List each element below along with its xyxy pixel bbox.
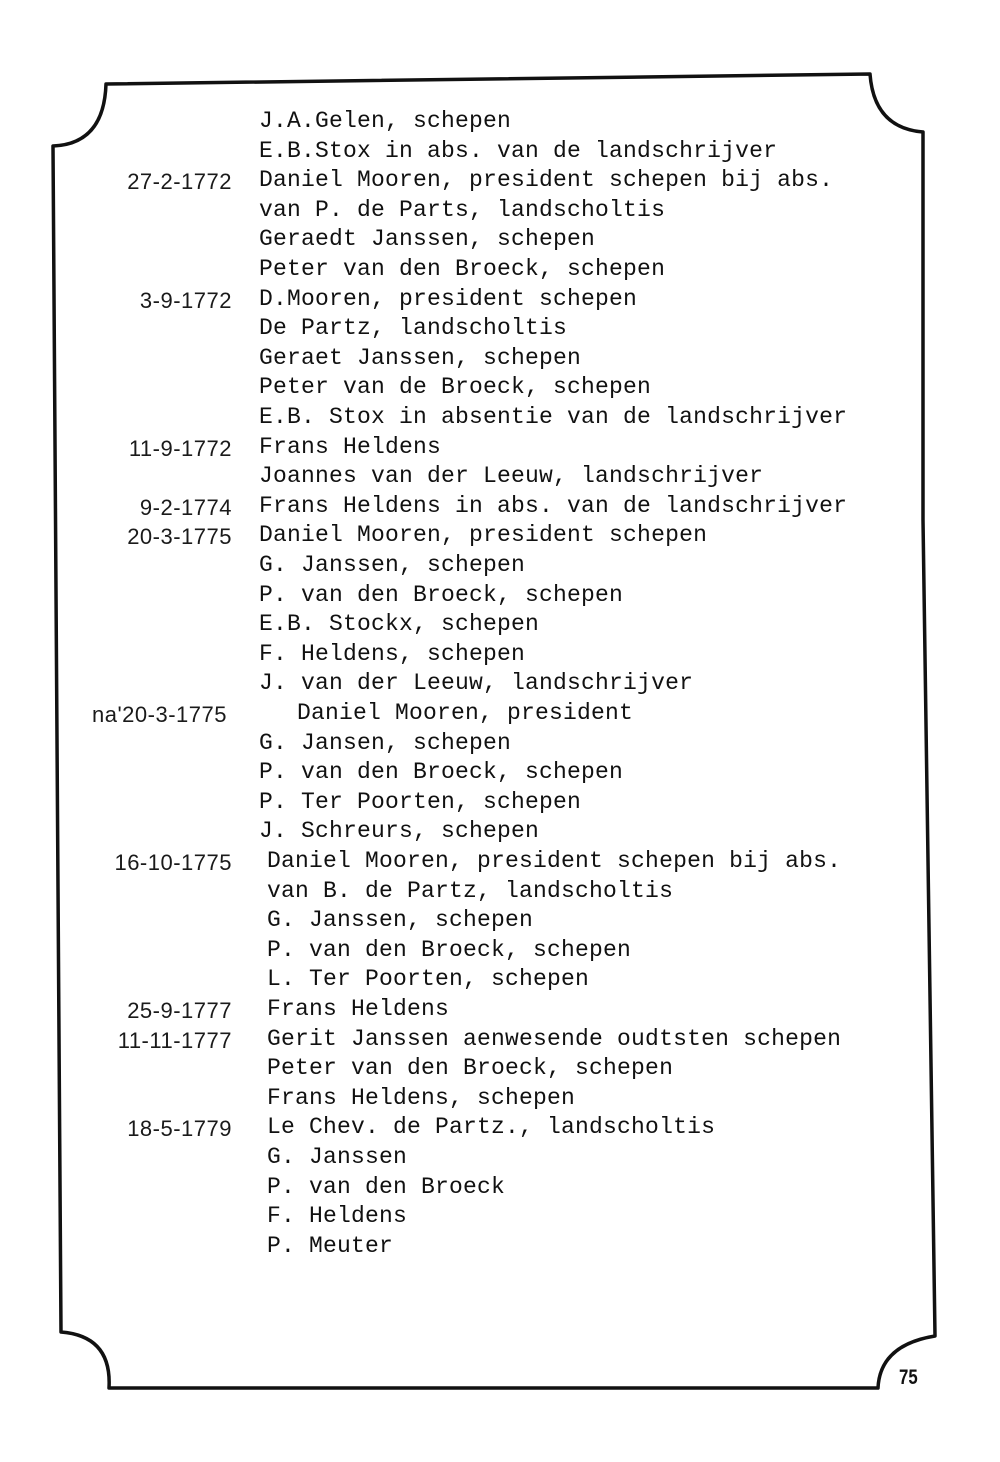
entry-name: Le Chev. de Partz., landscholtis bbox=[267, 1114, 716, 1141]
entry-name: J.A.Gelen, schepen bbox=[259, 108, 512, 134]
entry-name: P. Meuter bbox=[267, 1232, 394, 1259]
entry-row bbox=[0, 907, 1000, 937]
entry-row bbox=[0, 522, 1000, 552]
entry-row bbox=[0, 582, 1000, 612]
entry-row bbox=[0, 611, 1000, 641]
entry-name: De Partz, landscholtis bbox=[259, 315, 568, 342]
entry-row bbox=[0, 463, 1000, 493]
entry-row bbox=[0, 256, 1000, 286]
entry-row bbox=[0, 108, 1000, 138]
entry-name: Daniel Mooren, president schepen bij abs. bbox=[259, 167, 834, 194]
entry-name: J. Schreurs, schepen bbox=[259, 818, 540, 845]
entry-row bbox=[0, 670, 1000, 700]
entry-name: Frans Heldens bbox=[267, 996, 450, 1022]
entry-row bbox=[0, 1144, 1000, 1174]
entry-date: 11-11-1777 bbox=[117, 1027, 232, 1053]
entry-row bbox=[0, 197, 1000, 227]
entry-row bbox=[0, 345, 1000, 375]
entry-row bbox=[0, 286, 1000, 316]
entry-row bbox=[0, 552, 1000, 582]
entry-name: E.B.Stox in abs. van de landschrijver bbox=[259, 137, 778, 164]
entry-row bbox=[0, 700, 1000, 730]
entry-date: 25-9-1777 bbox=[127, 998, 232, 1023]
entry-name: E.B. Stox in absentie van de landschrijver bbox=[259, 404, 848, 430]
entry-row bbox=[0, 1026, 1000, 1056]
entry-row bbox=[0, 1085, 1000, 1115]
entry-date: 11-9-1772 bbox=[128, 435, 232, 461]
entry-name: P. van den Broeck bbox=[267, 1173, 506, 1200]
entry-row bbox=[0, 404, 1000, 434]
entry-row bbox=[0, 759, 1000, 789]
entry-name: P. Ter Poorten, schepen bbox=[259, 788, 582, 815]
entry-name: Peter van den Broeck, schepen bbox=[259, 256, 666, 282]
entry-row bbox=[0, 641, 1000, 671]
entry-name: Joannes van der Leeuw, landschrijver bbox=[259, 463, 764, 490]
entry-name: Geraet Janssen, schepen bbox=[259, 344, 582, 371]
entry-name: P. van den Broeck, schepen bbox=[259, 581, 624, 608]
entry-row bbox=[0, 1174, 1000, 1204]
entry-name: Daniel Mooren, president schepen bbox=[259, 522, 708, 549]
entry-name: D.Mooren, president schepen bbox=[259, 285, 638, 312]
entry-date: 16-10-1775 bbox=[114, 850, 232, 875]
entry-name: G. Jansen, schepen bbox=[259, 729, 512, 756]
entry-name: E.B. Stockx, schepen bbox=[259, 611, 540, 638]
entry-name: F. Heldens, schepen bbox=[259, 640, 526, 667]
entry-name: van B. de Partz, landscholtis bbox=[267, 877, 674, 904]
entry-name: Geraedt Janssen, schepen bbox=[259, 226, 596, 253]
page-number: 75 bbox=[899, 1366, 918, 1389]
entry-name: Gerit Janssen aenwesende oudtsten schepen bbox=[267, 1025, 842, 1052]
entry-name: Daniel Mooren, president bbox=[297, 700, 634, 726]
entry-date: 9-2-1774 bbox=[139, 494, 232, 520]
entry-name: F. Heldens bbox=[267, 1203, 408, 1230]
entry-name: L. Ter Poorten, schepen bbox=[267, 966, 590, 993]
entry-row bbox=[0, 1055, 1000, 1085]
entry-row bbox=[0, 966, 1000, 996]
entry-name: Frans Heldens, schepen bbox=[267, 1084, 576, 1111]
entry-row bbox=[0, 730, 1000, 760]
entry-row bbox=[0, 226, 1000, 256]
entry-row bbox=[0, 1203, 1000, 1233]
entry-row bbox=[0, 493, 1000, 523]
entry-name: Peter van de Broeck, schepen bbox=[259, 374, 652, 401]
entry-row bbox=[0, 878, 1000, 908]
entry-row bbox=[0, 434, 1000, 464]
entry-row bbox=[0, 848, 1000, 878]
entry-name: P. van den Broeck, schepen bbox=[267, 936, 632, 963]
entry-row bbox=[0, 374, 1000, 404]
entry-name: P. van den Broeck, schepen bbox=[259, 759, 624, 786]
entry-row bbox=[0, 1233, 1000, 1263]
entry-name: G. Janssen, schepen bbox=[259, 552, 526, 578]
entry-row bbox=[0, 167, 1000, 197]
entry-date: 18-5-1779 bbox=[127, 1116, 232, 1142]
entry-name: J. van der Leeuw, landschrijver bbox=[259, 670, 694, 697]
entry-row bbox=[0, 818, 1000, 848]
entry-name: van P. de Parts, landscholtis bbox=[259, 196, 666, 223]
entry-row bbox=[0, 315, 1000, 345]
entry-date: na'20-3-1775 bbox=[92, 702, 227, 727]
entry-date: 27-2-1772 bbox=[127, 169, 232, 195]
entry-name: Peter van den Broeck, schepen bbox=[267, 1055, 674, 1082]
entry-row bbox=[0, 937, 1000, 967]
entry-row bbox=[0, 996, 1000, 1026]
entry-date: 20-3-1775 bbox=[127, 524, 232, 550]
entry-row bbox=[0, 1114, 1000, 1144]
entry-name: G. Janssen bbox=[267, 1144, 408, 1170]
entry-date: 3-9-1772 bbox=[139, 287, 232, 313]
entry-name: Frans Heldens bbox=[259, 433, 442, 460]
entry-name: G. Janssen, schepen bbox=[267, 907, 534, 934]
entry-name: Frans Heldens in abs. van de landschrijver bbox=[259, 492, 848, 519]
entry-row bbox=[0, 138, 1000, 168]
entry-row bbox=[0, 789, 1000, 819]
entry-name: Daniel Mooren, president schepen bij abs. bbox=[267, 848, 842, 874]
